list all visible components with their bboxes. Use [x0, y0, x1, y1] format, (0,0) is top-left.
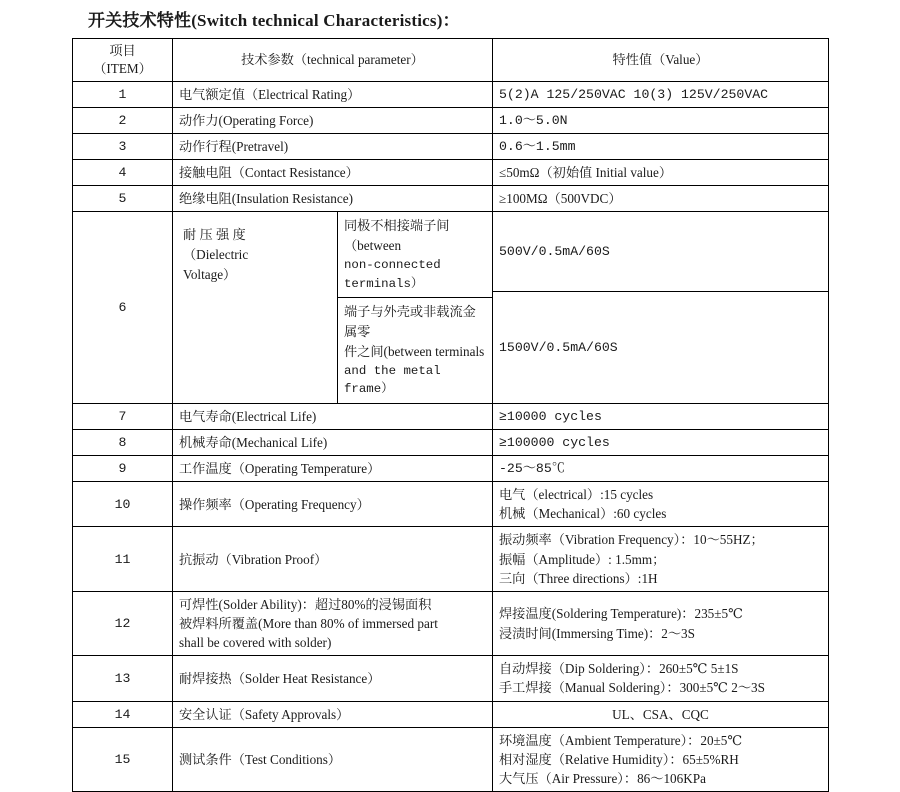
sub-label-line: 同极不相接端子间（between [344, 218, 450, 254]
row-item: 11 [73, 527, 173, 591]
parameter-line: shall be covered with solder) [179, 635, 332, 651]
row-parameter: 操作频率（Operating Frequency） [173, 482, 493, 527]
value-line: 振动频率（Vibration Frequency）：10～55HZ； [499, 532, 764, 548]
value-line: 电气（electrical）:15 cycles [499, 487, 654, 503]
row-value: 0.6～1.5mm [493, 133, 829, 159]
table-row [73, 81, 829, 107]
row-item: 4 [73, 160, 173, 186]
value-line: 相对湿度（Relative Humidity）：65±5%RH [499, 751, 739, 767]
row-parameter: 测试条件（Test Conditions） [173, 727, 493, 791]
row-value [493, 482, 829, 527]
switch-characteristics-table [72, 38, 829, 792]
value-line: 机械（Mechanical）:60 cycles [499, 506, 667, 522]
row-parameter: 绝缘电阻(Insulation Resistance) [173, 186, 493, 212]
table-row [73, 160, 829, 186]
sub-label-line: 件之间(between terminals [344, 343, 485, 359]
value-line: 焊接温度(Soldering Temperature)：235±5℃ [499, 606, 743, 622]
value-line: 大气压（Air Pressure）：86～106KPa [499, 771, 706, 786]
dielectric-sub-label-2 [338, 298, 493, 403]
row-parameter: 动作力(Operating Force) [173, 107, 493, 133]
table-row [73, 456, 829, 482]
dielectric-label-line2: （Dielectric [183, 247, 249, 263]
table-row [73, 186, 829, 212]
dielectric-label-line3: Voltage） [183, 266, 237, 282]
table-row [73, 107, 829, 133]
table-row [73, 656, 829, 701]
page-title: 开关技术特性(Switch technical Characteristics)： [88, 11, 460, 30]
row-value: ≥100000 cycles [493, 429, 829, 455]
row-parameter [173, 591, 493, 655]
row-item: 1 [73, 81, 173, 107]
row-item: 12 [73, 591, 173, 655]
row-parameter: 机械寿命(Mechanical Life) [173, 429, 493, 455]
table-row [73, 482, 829, 527]
parameter-line: 可焊性(Solder Ability)：超过80%的浸锡面积 [179, 596, 432, 612]
row-value: ≤50mΩ（初始值 Initial value） [493, 160, 829, 186]
row-value: ≥10000 cycles [493, 403, 829, 429]
value-line: 手工焊接（Manual Soldering）：300±5℃ 2～3S [499, 680, 765, 696]
header-item-line2: （ITEM） [93, 60, 152, 76]
dielectric-label-spacer [173, 298, 338, 403]
table-row [73, 591, 829, 655]
row-item: 14 [73, 701, 173, 727]
row-item: 6 [73, 212, 173, 403]
table-row [73, 133, 829, 159]
row-value: ≥100MΩ（500VDC） [493, 186, 829, 212]
row-value: 5(2)A 125/250VAC 10(3) 125V/250VAC [493, 81, 829, 107]
row-parameter: 电气寿命(Electrical Life) [173, 403, 493, 429]
table-row-dielectric [73, 212, 829, 291]
row-parameter: 安全认证（Safety Approvals） [173, 701, 493, 727]
row-parameter: 抗振动（Vibration Proof） [173, 527, 493, 591]
row-item: 5 [73, 186, 173, 212]
row-parameter-nested [173, 212, 493, 403]
header-parameter: 技术参数（technical parameter） [173, 39, 493, 82]
parameter-line: 被焊料所覆盖(More than 80% of immersed part [179, 616, 438, 632]
row-value [493, 656, 829, 701]
row-value: 1.0～5.0N [493, 107, 829, 133]
table-row [73, 527, 829, 591]
value-line: 自动焊接（Dip Soldering）：260±5℃ 5±1S [499, 661, 739, 677]
header-item [73, 39, 173, 82]
row-value [493, 727, 829, 791]
value-line: 浸渍时间(Immersing Time)：2～3S [499, 625, 695, 641]
row-value: UL、CSA、CQC [493, 701, 829, 727]
table-row [73, 727, 829, 791]
sub-label-line: and the metal frame） [344, 363, 441, 397]
row-value [493, 527, 829, 591]
row-value: 500V/0.5mA/60S [493, 212, 829, 291]
table-row [73, 403, 829, 429]
row-parameter: 动作行程(Pretravel) [173, 133, 493, 159]
header-value: 特性值（Value） [493, 39, 829, 82]
table-header-row [73, 39, 829, 82]
table-row [73, 429, 829, 455]
sub-label-line: 端子与外壳或非载流金属零 [344, 304, 476, 339]
dielectric-label [173, 212, 338, 297]
dielectric-sub-label-1 [338, 212, 493, 297]
table-row [73, 701, 829, 727]
value-line: 三向（Three directions）:1H [499, 570, 658, 586]
sub-label-line: non-connected terminals） [344, 257, 441, 291]
row-item: 8 [73, 429, 173, 455]
row-parameter: 接触电阻（Contact Resistance） [173, 160, 493, 186]
dielectric-label-line1: 耐 压 强 度 [183, 227, 246, 243]
row-item: 9 [73, 456, 173, 482]
row-item: 7 [73, 403, 173, 429]
row-item: 13 [73, 656, 173, 701]
row-parameter: 工作温度（Operating Temperature） [173, 456, 493, 482]
row-item: 2 [73, 107, 173, 133]
row-item: 15 [73, 727, 173, 791]
row-value [493, 591, 829, 655]
row-value: 1500V/0.5mA/60S [493, 291, 829, 403]
value-line: 振幅（Amplitude）: 1.5mm； [499, 551, 666, 567]
row-item: 10 [73, 482, 173, 527]
row-parameter: 耐焊接热（Solder Heat Resistance） [173, 656, 493, 701]
row-parameter: 电气额定值（Electrical Rating） [173, 81, 493, 107]
row-value: -25～85℃ [493, 456, 829, 482]
value-line: 环境温度（Ambient Temperature）：20±5℃ [499, 732, 743, 748]
header-item-line1: 项目 [109, 43, 136, 58]
row-item: 3 [73, 133, 173, 159]
